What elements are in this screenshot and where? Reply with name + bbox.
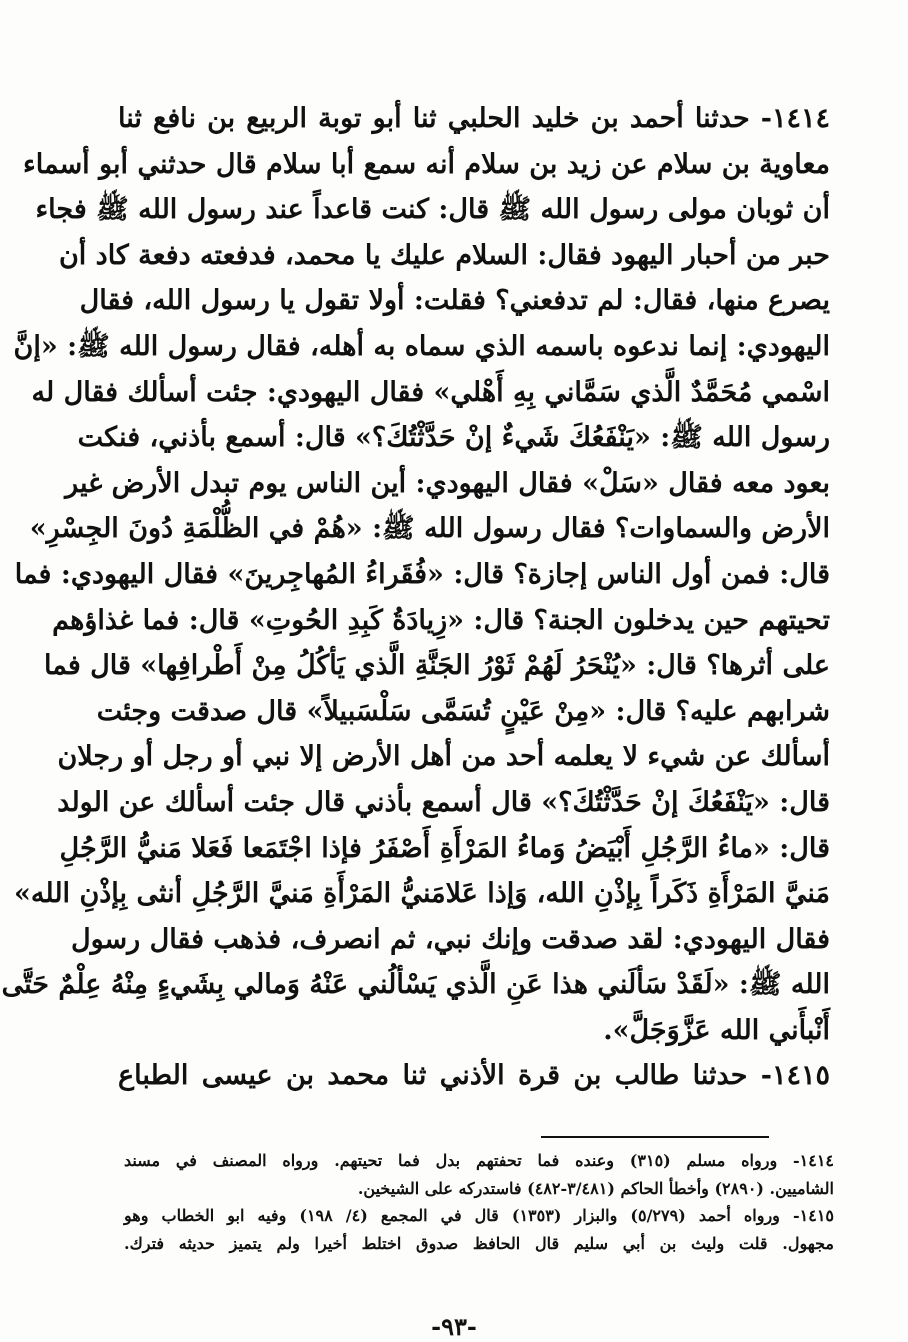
page-number: -٩٣- xyxy=(431,1312,477,1341)
text-line: الله ﷺ: «لَقَدْ سَألَني هذا عَنِ الَّذي يَسْألُني عَنْهُ وَمالي بِشَيءٍ مِنْهُ عِلْمٌ حَتَّى xyxy=(1,969,830,1001)
text-line: أَنْبأَني الله عَزَّوَجَلَّ». xyxy=(603,1014,830,1046)
footnote-line: مجهول. قلت وليث بن أبي سليم قال الحافظ صدوق اختلط أخيرا ولم يتميز حديثه فترك. xyxy=(124,1233,834,1253)
text-line: اسْمي مُحَمَّدٌ الَّذي سَمَّاني بِهِ أَهْلي» فقال اليهودي: جئت أسألك فقال له xyxy=(31,376,830,408)
text-line: اليهودي: إنما ندعوه باسمه الذي سماه به أهله، فقال رسول الله ﷺ: «إنَّ xyxy=(13,330,830,362)
text-line: قال: فمن أول الناس إجازة؟ قال: «فُقَراءُ المُهاجِرينَ» فقال اليهودي: فما xyxy=(14,558,830,590)
footnote-line: الشاميين. (٢٨٩٠) وأخطأ الحاكم (٣/٤٨١-٤٨٢) فاستدركه على الشيخين. xyxy=(357,1178,834,1198)
footnotes xyxy=(124,1147,834,1257)
text-line: على أثرها؟ قال: «يُنْحَرُ لَهُمْ ثَوْرُ الجَنَّةِ الَّذي يَأكُلُ مِنْ أَطْرافِها» قال فما xyxy=(44,650,830,682)
text-line: فقال اليهودي: لقد صدقت وإنك نبي، ثم انصرف، فذهب فقال رسول xyxy=(70,923,830,955)
text-line: قال: «ماءُ الرَّجُلِ أَبْيَضُ وَماءُ المَرْأَةِ أَصْفَرُ فإذا اجْتَمَعا فَعَلا مَنيُّ الرَّجُلِ xyxy=(59,832,830,864)
text-line: ١٤١٥- حدثنا طالب بن قرة الأذني ثنا محمد بن عيسى الطباع xyxy=(118,1060,830,1092)
main-text xyxy=(1,96,830,1099)
footnote-line: ١٤١٥- ورواه أحمد (٥/٢٧٩) والبزار (١٣٥٣) قال في المجمع (٤/ ١٩٨) وفيه ابو الخطاب وهو xyxy=(124,1206,834,1225)
text-line: أن ثوبان مولى رسول الله ﷺ قال: كنت قاعداً عند رسول الله ﷺ فجاء xyxy=(35,194,830,226)
text-line: أسألك عن شيء لا يعلمه أحد من أهل الأرض إلا نبي أو رجل أو رجلان xyxy=(57,741,830,773)
footnote-separator xyxy=(541,1136,769,1138)
text-line: ١٤١٤- حدثنا أحمد بن خليد الحلبي ثنا أبو توبة الربيع بن نافع ثنا xyxy=(118,103,830,134)
text-line: الأرض والسماوات؟ فقال رسول الله ﷺ: «هُمْ في الظُّلْمَةِ دُونَ الجِسْرِ» xyxy=(29,513,830,545)
text-line: معاوية بن سلام عن زيد بن سلام أنه سمع أبا سلام قال حدثني أبو أسماء xyxy=(23,148,830,180)
footnote-line: ١٤١٤- ورواه مسلم (٣١٥) وعنده فما تحفتهم بدل فما تحيتهم. ورواه المصنف في مسند xyxy=(124,1151,835,1170)
text-line: مَنيَّ المَرْأَةِ ذَكَراً بِإذْنِ الله، وَإذا عَلامَنيُّ المَرْأَةِ مَنيَّ الرَّجُلِ أنثى بِإذْنِ الله» xyxy=(14,878,830,910)
text-line: يصرع منها، فقال: لم تدفعني؟ فقلت: أولا تقول يا رسول الله، فقال xyxy=(79,285,830,317)
text-line: رسول الله ﷺ: «يَنْفَعُكَ شَيءٌ إنْ حَدَّثْتُكَ؟» قال: أسمع بأذني، فنكت xyxy=(77,422,830,454)
text-line: شرابهم عليه؟ قال: «مِنْ عَيْنٍ تُسَمَّى سَلْسَبيلاً» قال صدقت وجئت xyxy=(96,695,830,727)
text-line: بعود معه فقال «سَلْ» فقال اليهودي: أين الناس يوم تبدل الأرض غير xyxy=(65,467,830,499)
text-line: تحيتهم حين يدخلون الجنة؟ قال: «زِيادَةُ كَبِدِ الحُوتِ» قال: فما غذاؤهم xyxy=(52,604,830,636)
text-line: حبر من أحبار اليهود فقال: السلام عليك يا محمد، فدفعته دفعة كاد أن xyxy=(58,239,830,271)
text-line: قال: «يَنْفَعُكَ إنْ حَدَّثْتُكَ؟» قال أسمع بأذني قال جئت أسألك عن الولد xyxy=(57,786,830,818)
